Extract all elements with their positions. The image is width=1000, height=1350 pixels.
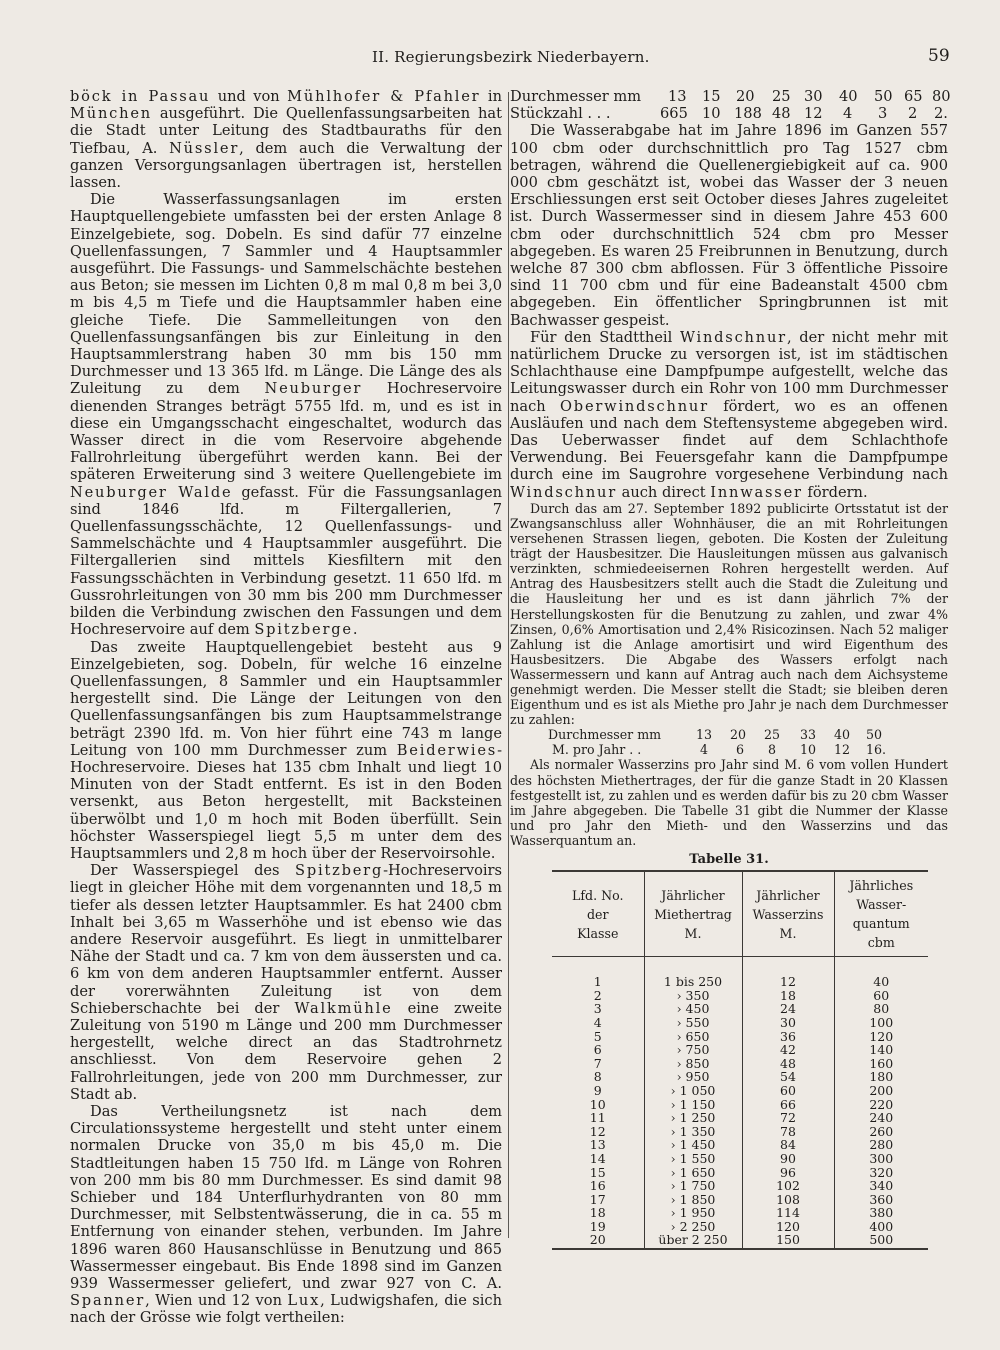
column-rule (508, 92, 509, 1238)
spaced-name: Spitzberg (295, 862, 384, 880)
spaced-name: Neuburger Walde (70, 483, 233, 501)
spaced-name: Nüssler (169, 139, 240, 157)
table-row (552, 1166, 928, 1180)
table-cell: 108 (742, 1193, 834, 1207)
spaced-name: Spanner (70, 1292, 146, 1310)
table-cell: 18 (589, 1205, 606, 1221)
table-cell: › 450 (644, 1002, 742, 1016)
table-cell: 1 (593, 974, 602, 990)
table-cell: 150 (742, 1233, 834, 1249)
table-row (552, 1125, 928, 1139)
spaced-name: Spitzberge (254, 621, 353, 639)
header-line: Jährlicher (756, 887, 820, 903)
table-cell: 102 (742, 1179, 834, 1193)
size-value: 50 (874, 88, 893, 105)
paragraph: Für den Stadttheil Windschnur, der nicht mehr mit natürlichem Drucke zu versorgen ist, ist im städtischen Schlachthause eine Dampfpumpe aufgestellt, welche das Leitungswasser durch ein Rohr von 100 mm Durchmesser nach Oberwindschnur fördert, wo es an offenen Ausläufen und nach dem Steftensysteme abgegeben wird. Das Ueberwasser findet auf dem Schlachthofe Verwendung. Bei Feuersgefahr kann die Dampfpumpe durch eine im Saugrohre vorgesehene Verbindung nach Windschnur auch direct Innwasser fördern. (510, 328, 949, 501)
table-cell: 9 (593, 1082, 602, 1098)
table-cell: › 550 (644, 1016, 742, 1030)
table-cell: › 750 (644, 1043, 742, 1057)
count-row (510, 105, 948, 122)
column-header (644, 871, 742, 957)
table-cell: 400 (834, 1220, 928, 1234)
header-line: Jährlicher (661, 887, 725, 903)
table-cell: 11 (589, 1110, 606, 1126)
table-cell: 80 (834, 1002, 928, 1016)
table-cell: 20 (552, 1233, 644, 1249)
paragraph: Das zweite Hauptquellengebiet besteht aus 9 Einzelgebieten, sog. Dobeln, für welche 16 einzelne Quellenfassungen, 8 Sammler und ein Hauptsammler hergestellt sind. Die Länge der Leitungen von den Quellenfassungsanfängen bis zum Hauptsammelstrange beträgt 2390 lfd. m. Von hier führt eine 743 m lange Leitung von 100 mm Durchmesser zum Beiderwies-Hochreservoire. Dieses hat 135 cbm Inhalt und liegt 10 Minuten von der Stadt entfernt. Es ist in den Boden versenkt, aus Beton hergestellt, mit Backsteinen überwölbt und 1,0 m hoch mit Boden überfüllt. Sein höchster Wasserspiegel liegt 5,5 m unter dem des Hauptsammlers und 2,8 m hoch über der Reservoirsohle. (70, 638, 502, 862)
table-cell: 220 (834, 1098, 928, 1112)
paragraph: Der Wasserspiegel des Spitzberg-Hochreservoirs liegt in gleicher Höhe mit dem vorgenannten und 18,5 m tiefer als dessen letzter Hauptsammler. Es hat 2400 cbm Inhalt bei 3,65 m Wasserhöhe und ist ebenso wie das andere Reservoir ausgeführt. Es liegt in unmittelbarer Nähe der Stadt und ca. 7 km von dem äussersten und ca. 6 km von dem anderen Hauptsammler entfernt. Ausser der vorerwähnten Zuleitung ist von dem Schieberschachte bei der Walkmühle eine zweite Zuleitung von 5190 m Länge und 200 mm Durchmesser hergestellt, welche direct an das Stadtrohrnetz anschliesst. Von dem Reservoire gehen 2 Fallrohrleitungen, jede von 200 mm Durchmesser, zur Stadt ab. (70, 862, 502, 1103)
spaced-name: böck in Passau (70, 88, 211, 105)
column-header (742, 871, 834, 957)
spaced-name: Windschnur (510, 483, 617, 501)
table-row (552, 1179, 928, 1193)
rent-diameter: 33 (800, 727, 817, 743)
table-cell: 340 (834, 1179, 928, 1193)
column-header (834, 871, 928, 957)
table-cell: 48 (742, 1057, 834, 1071)
header-line: Lfd. No. (572, 887, 624, 903)
table-cell: › 650 (644, 1030, 742, 1044)
count-value: 48 (772, 105, 791, 123)
size-value: 65 (904, 88, 923, 105)
size-value: 15 (702, 88, 721, 105)
rent-diameter: 25 (764, 727, 781, 743)
table-cell: 320 (834, 1166, 928, 1180)
table-cell: 66 (742, 1098, 834, 1112)
table-cell: 240 (834, 1111, 928, 1125)
header-line: Klasse (577, 925, 619, 941)
table-cell: › 1 350 (644, 1125, 742, 1139)
size-value: 13 (668, 88, 687, 105)
column-header (552, 871, 644, 957)
rent-diameter: 40 (834, 727, 851, 743)
size-row (510, 88, 951, 105)
spaced-name: Walkmühle (294, 999, 393, 1017)
table-cell: 6 (593, 1042, 602, 1058)
paragraph: Das Vertheilungsnetz ist nach dem Circulationssysteme hergestellt und steht unter einem normalen Drucke von 35,0 m bis 45,0 m. Die Stadtleitungen haben 15 750 lfd. m Länge von Rohren von 200 mm bis 80 mm Durchmesser. Es sind damit 98 Schieber und 184 Unterflurhydranten von 80 mm Durchmesser, mit Selbstentwässerung, die in ca. 55 m Entfernung von einander stehen, verbunden. Im Jahre 1896 waren 860 Hausanschlüsse in Benutzung und 865 Wassermesser eingebaut. Bis Ende 1898 sind im Ganzen 939 Wassermesser geliefert, und zwar 927 von C. A. Spanner, Wien und 12 von Lux, Ludwigshafen, die sich nach der Grösse wie folgt vertheilen: (70, 1102, 502, 1327)
table-cell: 260 (834, 1125, 928, 1139)
table-cell: › 2 250 (644, 1220, 742, 1234)
table-cell: 380 (834, 1206, 928, 1220)
table-cell: 8 (593, 1069, 602, 1085)
table-row (552, 1002, 928, 1016)
rent-diameter-row (510, 727, 948, 742)
spaced-name: Beiderwies (396, 741, 498, 759)
rent-price: 16. (866, 742, 887, 758)
table-cell: 30 (742, 1016, 834, 1030)
table-31 (552, 870, 928, 1250)
table-cell: 19 (589, 1218, 606, 1234)
table-cell: 300 (834, 1152, 928, 1166)
table-cell: 140 (834, 1043, 928, 1057)
size-value: 25 (772, 88, 791, 105)
header-line: Wasserzins (752, 906, 824, 922)
table-cell: 120 (834, 1030, 928, 1044)
table-caption: Tabelle 31. (689, 852, 769, 867)
table-row (552, 1016, 928, 1030)
table-cell: 180 (834, 1070, 928, 1084)
rent-diameter: 13 (696, 727, 713, 743)
table-cell: 12 (742, 957, 834, 989)
table-cell: 72 (742, 1111, 834, 1125)
count-value: 3 (878, 105, 888, 123)
right-column (510, 88, 951, 1250)
small-print-section (510, 501, 948, 848)
table-cell: › 1 650 (644, 1166, 742, 1180)
table-cell: › 1 950 (644, 1206, 742, 1220)
table-cell: 500 (834, 1233, 928, 1249)
spaced-name: München (70, 105, 152, 123)
table-cell: 360 (834, 1193, 928, 1207)
table-row (552, 1043, 928, 1057)
table-cell: über 2 250 (644, 1233, 742, 1249)
table-cell: 7 (593, 1055, 602, 1071)
table-cell: 3 (593, 1001, 602, 1017)
table-cell: 40 (834, 957, 928, 989)
paragraph: Durch das am 27. September 1892 publicirte Ortsstatut ist der Zwangsanschluss aller Wohnhäuser, die an mit Rohrleitungen versehenen Strassen liegen, geboten. Die Kosten der Zuleitung trägt der Hausbesitzer. Die Hausleitungen müssen aus galvanisch verzinkten, schmiedeeisernen Rohren hergestellt werden. Auf Antrag des Hausbesitzers stellt auch die Stadt die Zuleitung und die Hausleitung her und es ist dann jährlich 7% der Herstellungskosten für die Benutzung zu zahlen, und zwar 4% Zinsen, 0,6% Amortisation und 2,4% Risicozinsen. Nach 52 maliger Zahlung ist die Anlage amortisirt und wird Eigenthum des Hausbesitzers. Die Abgabe des Wassers erfolgt nach Wassermessern und kann auf Antrag auch nach dem Aichsysteme genehmigt werden. Die Messer stellt die Stadt; sie bleiben deren Eigenthum und es ist als Miethe pro Jahr je nach dem Durchmesser zu zahlen: (510, 500, 948, 728)
header-line: M. (779, 925, 797, 941)
table-cell: 96 (742, 1166, 834, 1180)
table-cell: 36 (742, 1030, 834, 1044)
table-row (552, 1030, 928, 1044)
table-cell: 114 (742, 1206, 834, 1220)
table-cell: 60 (834, 989, 928, 1003)
size-row-label: Durchmesser mm (510, 88, 642, 105)
count-value: 2 (908, 105, 918, 123)
table-cell: 78 (742, 1125, 834, 1139)
table-cell: › 1 850 (644, 1193, 742, 1207)
table-header-row (552, 871, 928, 957)
table-row (552, 1057, 928, 1071)
spaced-name: Windschnur (679, 328, 787, 346)
header-line: M. (684, 925, 702, 941)
header-line: Miethertrag (654, 906, 732, 922)
page-number: 59 (928, 46, 950, 66)
table-cell: 90 (742, 1152, 834, 1166)
header-line: quantum (852, 916, 910, 932)
table-cell: › 350 (644, 989, 742, 1003)
table-row (552, 1111, 928, 1125)
rent-row-label: M. pro Jahr . . (552, 742, 642, 758)
spaced-name: Lux (287, 1292, 321, 1310)
rent-price: 8 (768, 742, 777, 758)
rent-price: 12 (834, 742, 851, 758)
table-row (552, 1193, 928, 1207)
header-line: der (586, 906, 609, 922)
spaced-name: Innwasser (710, 483, 803, 501)
table-cell: 60 (742, 1084, 834, 1098)
table-cell: 5 (593, 1028, 602, 1044)
count-value: 12 (804, 105, 823, 123)
table-cell: 4 (593, 1014, 602, 1030)
table-cell: 100 (834, 1016, 928, 1030)
table-cell: 17 (589, 1191, 606, 1207)
size-value: 80 (932, 88, 951, 105)
table-cell: 12 (589, 1123, 606, 1139)
table-cell: › 1 250 (644, 1111, 742, 1125)
header-line: Jährliches (849, 878, 914, 894)
rent-price: 4 (700, 742, 709, 758)
paragraph: Als normaler Wasserzins pro Jahr sind M. 6 vom vollen Hundert des höchsten Miethertrages, der für die ganze Stadt in 20 Klassen festgestellt ist, zu zahlen und es werden dafür bis zu 20 cbm Wasser im Jahre abgegeben. Die Tabelle 31 gibt die Nummer der Klasse und pro Jahr den Mieth- und den Wasserzins und das Wasserquantum an. (510, 757, 949, 848)
table-cell: › 1 550 (644, 1152, 742, 1166)
table-cell: 14 (589, 1150, 606, 1166)
rent-price: 10 (800, 742, 817, 758)
spaced-name: Mühlhofer & Pfahler (287, 88, 481, 105)
table-row (552, 1152, 928, 1166)
spaced-name: Neuburger (264, 380, 363, 398)
table-cell: 84 (742, 1138, 834, 1152)
count-value: 188 (734, 105, 762, 123)
table-cell: › 1 050 (644, 1084, 742, 1098)
count-value: 665 (660, 105, 688, 123)
spaced-name: Oberwindschnur (560, 397, 709, 415)
table-row (552, 1070, 928, 1084)
left-column (70, 88, 502, 1327)
rent-price-row (510, 742, 948, 757)
table-cell: 16 (589, 1178, 606, 1194)
paragraph: böck in Passau und von Mühlhofer & Pfahler in München ausgeführt. Die Quellenfassungsarbeiten hat die Stadt unter Leitung des Stadtbauraths für den Tiefbau, A. Nüssler, dem auch die Verwaltung der ganzen Versorgungsanlagen übertragen ist, herstellen lassen. (70, 88, 502, 192)
table-cell: 42 (742, 1043, 834, 1057)
table-row (552, 1098, 928, 1112)
table-cell: › 950 (644, 1070, 742, 1084)
table-row (552, 1220, 928, 1234)
header-line: cbm (867, 935, 895, 951)
table-cell: 54 (742, 1070, 834, 1084)
table-cell: 160 (834, 1057, 928, 1071)
table-row (552, 989, 928, 1003)
table-row (552, 1233, 928, 1249)
size-value: 30 (804, 88, 823, 105)
paragraph: Die Wasserabgabe hat im Jahre 1896 im Ganzen 557 100 cbm oder durchschnittlich pro Tag 1527 cbm betragen, während die Quellenergiebigkeit auf ca. 900 000 cbm geschätzt ist, wobei das Wasser der 3 neuen Erschliessungen erst seit October dieses Jahres zugeleitet ist. Durch Wassermesser sind in diesem Jahre 453 600 cbm oder durchschnittlich 524 cbm pro Messer abgegeben. Es waren 25 Freibrunnen in Benutzung, durch welche 87 300 cbm abflossen. Für 3 öffentliche Pissoire sind 11 700 cbm und für eine Badeanstalt 4500 cbm abgegeben. Ein öffentlicher Springbrunnen ist mit Bachwasser gespeist. (510, 122, 948, 329)
table-cell: 10 (589, 1096, 606, 1112)
table-row (552, 1084, 928, 1098)
size-value: 20 (736, 88, 755, 105)
table-row (552, 1206, 928, 1220)
table-cell: 1 bis 250 (644, 957, 742, 989)
paragraph: Die Wasserfassungsanlagen im ersten Hauptquellengebiete umfassten bei der ersten Anlage 8 Einzelgebiete, sog. Dobeln. Es sind dafür 77 einzelne Quellenfassungen, 7 Sammler und 4 Hauptsammler ausgeführt. Die Fassungs- und Sammelschächte bestehen aus Beton; sie messen im Lichten 0,8 m mal 0,8 m bei 3,0 m bis 4,5 m Tiefe und die Hauptsammler haben eine gleiche Tiefe. Die Sammelleitungen von den Quellenfassungsanfängen bis zur Einleitung in den Hauptsammlerstrang haben 30 mm bis 150 mm Durchmesser und 13 365 lfd. m Länge. Die Länge des als Zuleitung zu dem Neuburger Hochreservoire dienenden Stranges beträgt 5755 lfd. m, und es ist in diese ein Umgangsschacht eingeschaltet, wodurch das Wasser direct in die vom Reservoire abgehende Fallrohrleitung übergeführt werden kann. Bei der späteren Erweiterung sind 3 weitere Quellengebiete im Neuburger Walde gefasst. Für die Fassungsanlagen sind 1846 lfd. m Filtergallerien, 7 Quellenfassungsschächte, 12 Quellenfassungs- und Sammelschächte und 4 Hauptsammler ausgeführt. Die Filtergallerien sind mittels Kiesfiltern mit den Fassungsschächten in Verbindung gesetzt. 11 650 lfd. m Gussrohrleitungen von 30 mm bis 200 mm Durchmesser bilden die Verbindung zwischen den Fassungen und dem Hochreservoire auf dem Spitzberge. (70, 191, 503, 639)
size-value: 40 (839, 88, 858, 105)
table-row (552, 1138, 928, 1152)
rent-diameter: 50 (866, 727, 883, 743)
table-cell: 13 (589, 1137, 606, 1153)
header-line: Wasser- (856, 897, 907, 913)
table-cell: › 1 150 (644, 1098, 742, 1112)
count-value: 10 (702, 105, 721, 123)
table-cell: › 850 (644, 1057, 742, 1071)
running-header: II. Regierungsbezirk Niederbayern. (372, 48, 650, 66)
count-value: 2. (934, 105, 948, 123)
table-cell: 2 (593, 987, 602, 1003)
table-cell: › 1 450 (644, 1138, 742, 1152)
table-cell: › 1 750 (644, 1179, 742, 1193)
table-cell: 24 (742, 1002, 834, 1016)
count-value: 4 (843, 105, 853, 123)
table-body (552, 957, 928, 1249)
count-row-label: Stückzahl . . . (510, 105, 611, 123)
table-cell: 120 (742, 1220, 834, 1234)
table-cell: 15 (589, 1164, 606, 1180)
table-row (552, 957, 928, 989)
rent-row-label: Durchmesser mm (548, 727, 662, 743)
table-cell: 200 (834, 1084, 928, 1098)
table-cell: 18 (742, 989, 834, 1003)
table-cell: 280 (834, 1138, 928, 1152)
rent-diameter: 20 (730, 727, 747, 743)
rent-price: 6 (736, 742, 745, 758)
